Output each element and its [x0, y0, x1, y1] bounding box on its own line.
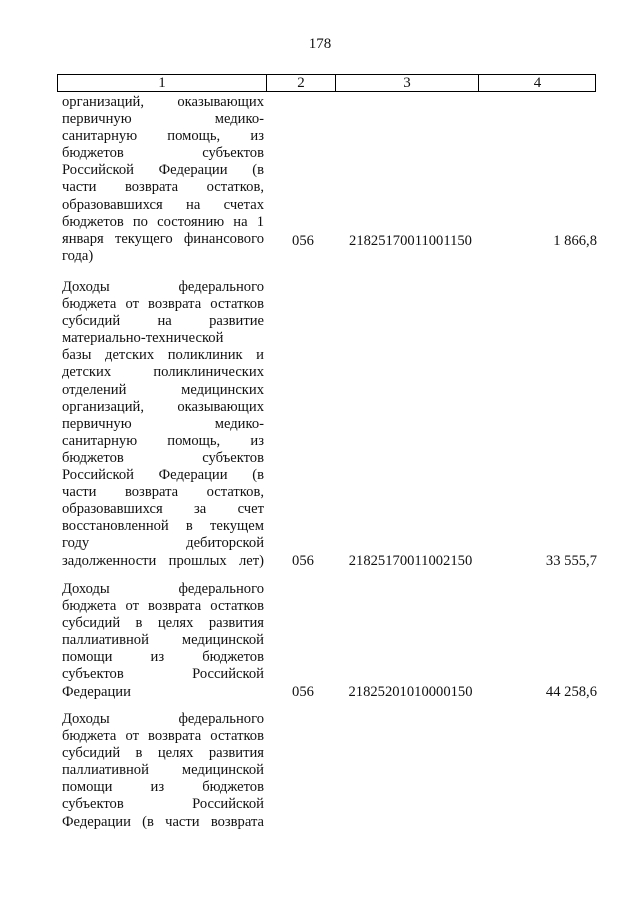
amount-cell: 33 555,7 — [545, 553, 597, 569]
description-line: базы детских поликлиник и — [62, 347, 264, 364]
description-line: субсидий в целях развития — [62, 745, 264, 762]
header-col-3: 3 — [336, 75, 479, 91]
description-line: образовавшихся на счетах — [62, 196, 264, 213]
description-line: субсидий на развитие — [62, 313, 264, 330]
description-line: первичную медико- — [62, 415, 264, 432]
description-line: бюджета от возврата остатков — [62, 598, 264, 615]
description-line: году дебиторской — [62, 535, 264, 552]
description-line: части возврата остатков, — [62, 179, 264, 196]
header-col-2: 2 — [267, 75, 336, 91]
description-line: Федерации — [62, 683, 131, 700]
description-line: Российской Федерации (в — [62, 467, 264, 484]
code-cell: 056 — [292, 684, 314, 700]
description-line: Российской Федерации (в — [62, 162, 264, 179]
description-line: организаций, оказывающих — [62, 94, 264, 110]
row-description — [62, 711, 264, 831]
description-line: января текущего финансового — [62, 230, 264, 247]
description-line: образовавшихся за счет — [62, 501, 264, 518]
row-description — [62, 279, 264, 570]
description-line: года) — [62, 247, 94, 264]
description-line: Доходы федерального — [62, 711, 264, 727]
description-line: первичную медико- — [62, 111, 264, 128]
code-cell: 056 — [292, 553, 314, 569]
description-line: бюджета от возврата остатков — [62, 296, 264, 313]
table-header-row — [57, 74, 596, 92]
description-line: материально-технической — [62, 330, 224, 347]
description-line: помощи из бюджетов — [62, 779, 264, 796]
description-line: Доходы федерального — [62, 279, 264, 295]
kbk-cell: 21825170011002150 — [348, 553, 473, 569]
description-line: Доходы федерального — [62, 581, 264, 597]
description-line: санитарную помощь, из — [62, 432, 264, 449]
description-line: бюджетов по состоянию на 1 — [62, 213, 264, 230]
description-line: паллиативной медицинской — [62, 762, 264, 779]
description-line: задолженности прошлых лет) — [62, 552, 264, 569]
description-line: субъектов Российской — [62, 666, 264, 683]
amount-cell: 44 258,6 — [545, 684, 597, 700]
description-line: субъектов Российской — [62, 796, 264, 813]
description-line: части возврата остатков, — [62, 484, 264, 501]
amount-cell: 1 866,8 — [553, 233, 597, 249]
description-line: бюджетов субъектов — [62, 449, 264, 466]
header-col-1: 1 — [58, 75, 267, 91]
description-line: субсидий в целях развития — [62, 615, 264, 632]
description-line: организаций, оказывающих — [62, 398, 264, 415]
description-line: Федерации (в части возврата — [62, 813, 264, 830]
page-number: 178 — [308, 36, 332, 52]
row-description — [62, 581, 264, 701]
code-cell: 056 — [292, 233, 314, 249]
kbk-cell: 21825201010000150 — [348, 684, 473, 700]
description-line: отделений медицинских — [62, 381, 264, 398]
description-line: восстановленной в текущем — [62, 518, 264, 535]
description-line: паллиативной медицинской — [62, 632, 264, 649]
description-line: помощи из бюджетов — [62, 649, 264, 666]
header-col-4: 4 — [533, 75, 542, 91]
description-line: бюджета от возврата остатков — [62, 728, 264, 745]
description-line: бюджетов субъектов — [62, 145, 264, 162]
description-line: детских поликлинических — [62, 364, 264, 381]
kbk-cell: 21825170011001150 — [349, 233, 472, 249]
description-line: санитарную помощь, из — [62, 128, 264, 145]
row-description — [62, 94, 264, 265]
